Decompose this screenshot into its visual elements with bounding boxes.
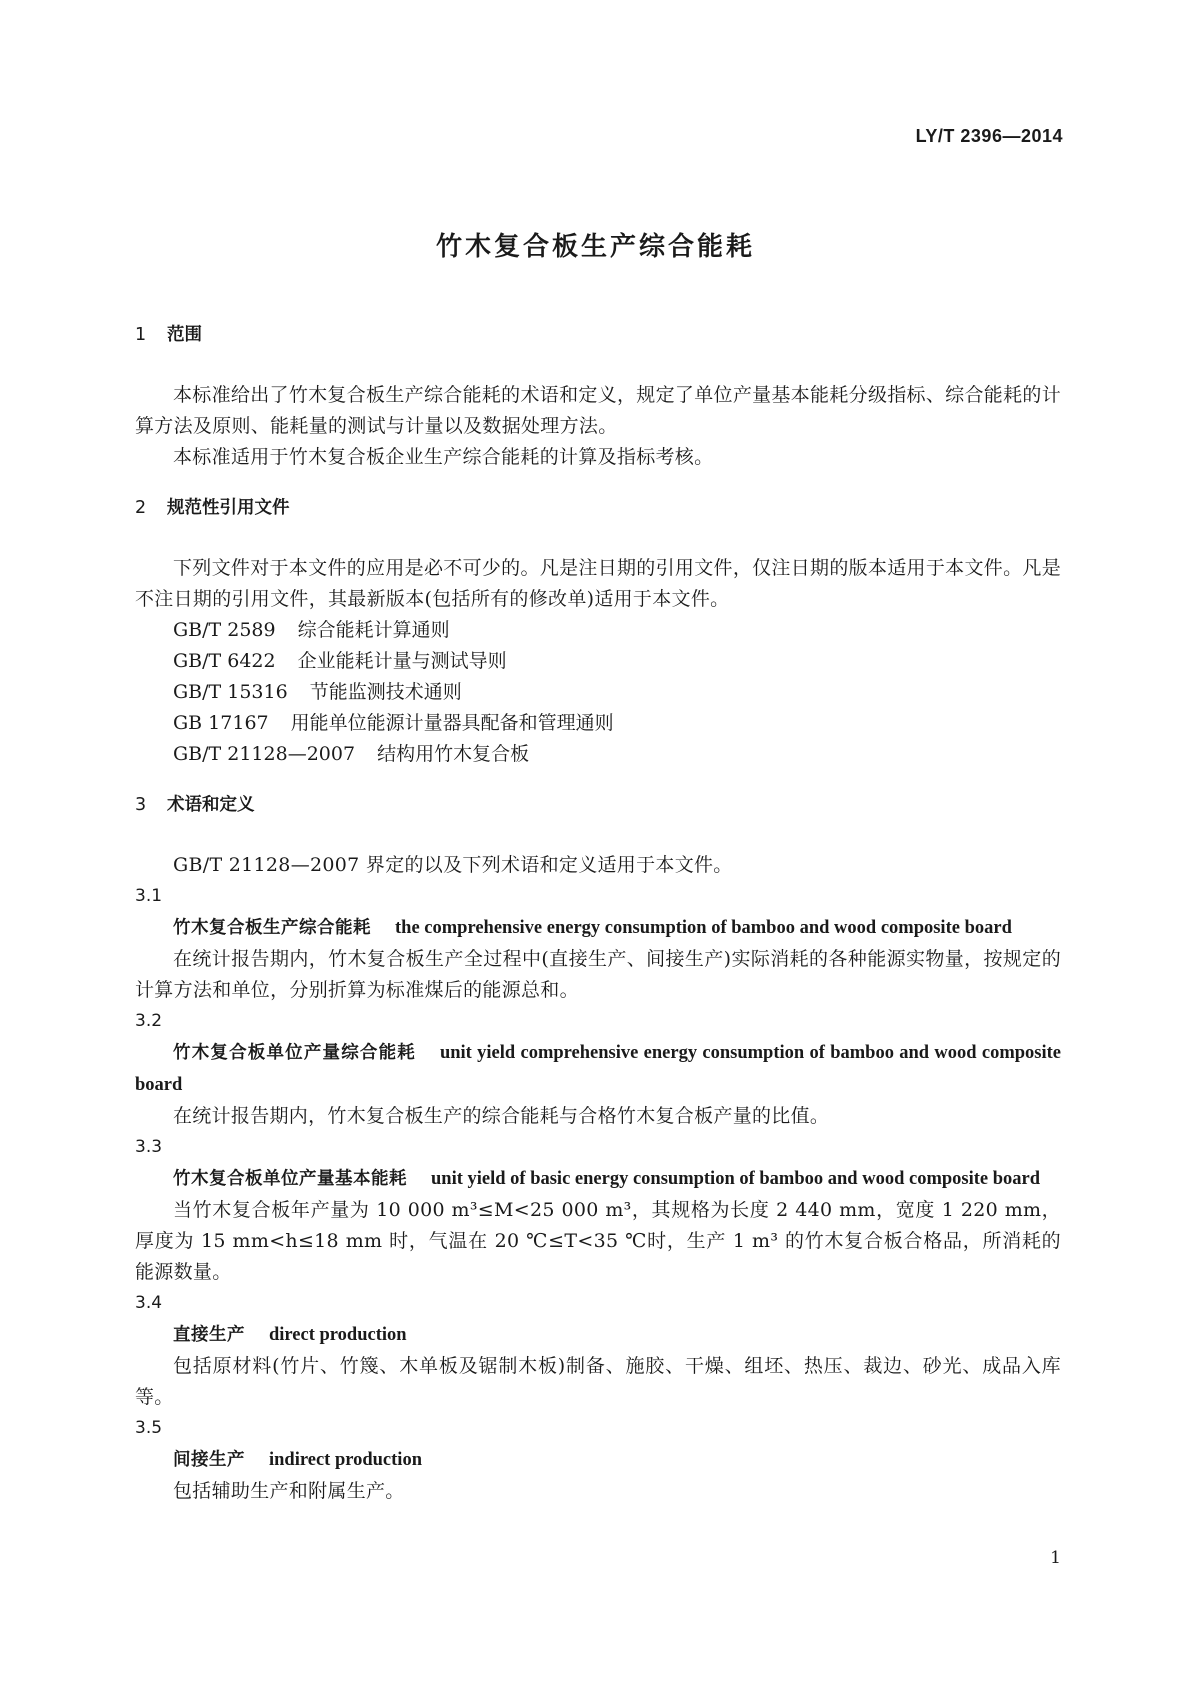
- section-2-heading: [135, 493, 1061, 523]
- term-zh: 竹木复合板生产综合能耗: [173, 918, 371, 938]
- section-number: 3: [135, 795, 147, 815]
- document-title: 竹木复合板生产综合能耗: [435, 232, 755, 262]
- term-en: unit yield of basic energy consumption of bamboo and wood composite board: [431, 1169, 1041, 1189]
- term-en: unit yield comprehensive energy consumption of bamboo and wood composite board: [135, 1043, 1061, 1095]
- reference-item: [135, 708, 1061, 739]
- reference-title: 综合能耗计算通则: [297, 619, 450, 641]
- standard-number: LY/T 2396—2014: [915, 126, 1063, 146]
- reference-item: [135, 739, 1061, 770]
- section-number: 1: [135, 325, 147, 345]
- term-heading: [135, 1163, 1061, 1195]
- term-zh: 直接生产: [173, 1325, 245, 1345]
- term-heading: [135, 1444, 1061, 1476]
- terms-intro: GB/T 21128—2007 界定的以及下列术语和定义适用于本文件。: [173, 854, 733, 876]
- scope-paragraph-1: 本标准给出了竹木复合板生产综合能耗的术语和定义，规定了单位产量基本能耗分级指标、综合能耗的计算方法及原则、能耗量的测试与计量以及数据处理方法。: [135, 384, 1061, 437]
- reference-title: 企业能耗计量与测试导则: [297, 650, 507, 672]
- term-definition: 在统计报告期内，竹木复合板生产的综合能耗与合格竹木复合板产量的比值。: [173, 1105, 830, 1127]
- reference-title: 节能监测技术通则: [309, 681, 462, 703]
- term-definition: 在统计报告期内，竹木复合板生产全过程中(直接生产、间接生产)实际消耗的各种能源实物量，按规定的计算方法和单位，分别折算为标准煤后的能源总和。: [135, 948, 1061, 1001]
- term-zh: 竹木复合板单位产量综合能耗: [173, 1043, 416, 1063]
- term-definition: 包括辅助生产和附属生产。: [173, 1480, 405, 1502]
- reference-title: 用能单位能源计量器具配备和管理通则: [290, 712, 614, 734]
- term-en: the comprehensive energy consumption of bamboo and wood composite board: [395, 918, 1012, 938]
- term-number: 3.2: [135, 1011, 163, 1031]
- reference-code: GB/T 21128—2007: [173, 743, 356, 765]
- reference-item: [135, 615, 1061, 646]
- references-intro: 下列文件对于本文件的应用是必不可少的。凡是注日期的引用文件，仅注日期的版本适用于本文件。凡是不注日期的引用文件，其最新版本(包括所有的修改单)适用于本文件。: [135, 557, 1061, 610]
- section-title: 术语和定义: [167, 795, 255, 815]
- reference-item: [135, 677, 1061, 708]
- term-definition: 当竹木复合板年产量为 10 000 m³≤M<25 000 m³，其规格为长度 2 440 mm，宽度 1 220 mm，厚度为 15 mm<h≤18 mm 时，气温在 20 ℃≤T<35 ℃时，生产 1 m³ 的竹木复合板合格品，所消耗的能源数量。: [135, 1199, 1061, 1283]
- section-number: 2: [135, 498, 147, 518]
- scope-paragraph-2: 本标准适用于竹木复合板企业生产综合能耗的计算及指标考核。: [173, 446, 714, 468]
- term-definition: 包括原材料(竹片、竹篾、木单板及锯制木板)制备、施胶、干燥、组坯、热压、裁边、砂光、成品入库等。: [135, 1355, 1061, 1408]
- reference-code: GB/T 2589: [173, 619, 276, 641]
- term-number: 3.5: [135, 1418, 163, 1438]
- section-title: 规范性引用文件: [167, 498, 290, 518]
- section-1-heading: [135, 320, 1061, 350]
- term-number: 3.4: [135, 1293, 163, 1313]
- reference-code: GB/T 15316: [173, 681, 288, 703]
- term-zh: 竹木复合板单位产量基本能耗: [173, 1169, 407, 1189]
- document-body: [135, 320, 1061, 1507]
- term-heading: [135, 1319, 1061, 1351]
- term-heading: [135, 912, 1061, 944]
- term-zh: 间接生产: [173, 1450, 245, 1470]
- term-en: indirect production: [269, 1450, 422, 1470]
- term-number: 3.1: [135, 886, 163, 906]
- reference-code: GB 17167: [173, 712, 269, 734]
- term-heading: [135, 1037, 1061, 1101]
- reference-title: 结构用竹木复合板: [377, 743, 530, 765]
- section-3-heading: [135, 790, 1061, 820]
- section-title: 范围: [167, 325, 202, 345]
- term-en: direct production: [269, 1325, 407, 1345]
- term-number: 3.3: [135, 1137, 163, 1157]
- page-number: 1: [1050, 1548, 1061, 1568]
- reference-item: [135, 646, 1061, 677]
- reference-code: GB/T 6422: [173, 650, 276, 672]
